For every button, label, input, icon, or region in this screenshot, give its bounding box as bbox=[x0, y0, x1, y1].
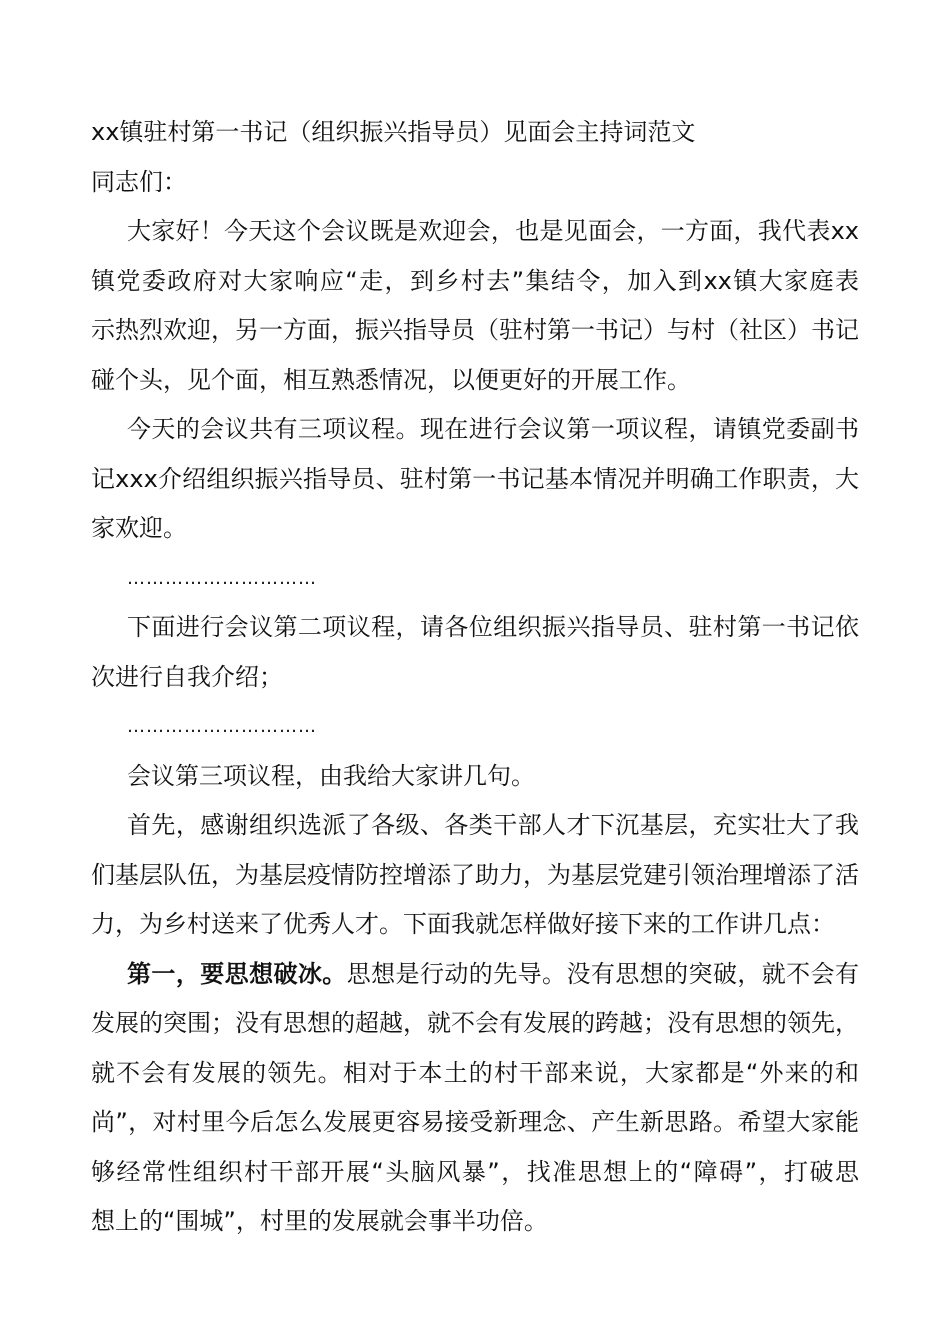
paragraph-line bbox=[91, 950, 859, 1000]
paragraph-thanks bbox=[91, 801, 859, 950]
paragraph-line: 示热烈欢迎，另一方面，振兴指导员（驻村第一书记）与村（社区）书记 bbox=[91, 316, 859, 344]
paragraph-line: 们基层队伍，为基层疫情防控增添了助力，为基层党建引领治理增添了活 bbox=[91, 860, 859, 889]
ellipsis-separator: ………………………… bbox=[127, 567, 317, 589]
paragraph-line: 镇党委政府对大家响应“走，到乡村去”集结令，加入到xx镇大家庭表 bbox=[91, 266, 859, 295]
paragraph-line: 想上的“围城”，村里的发展就会事半功倍。 bbox=[91, 1207, 548, 1235]
paragraph-agenda-one bbox=[91, 405, 859, 554]
paragraph-point-one bbox=[91, 950, 859, 1247]
paragraph-line: 就不会有发展的领先。相对于本土的村干部来说，大家都是“外来的和 bbox=[91, 1058, 859, 1087]
paragraph-line: 首先，感谢组织选派了各级、各类干部人才下沉基层，充实壮大了我 bbox=[127, 811, 859, 839]
paragraph-line: 今天的会议共有三项议程。现在进行会议第一项议程，请镇党委副书 bbox=[127, 415, 859, 443]
paragraph-line: 大家好！今天这个会议既是欢迎会，也是见面会，一方面，我代表xx bbox=[127, 217, 859, 245]
paragraph-line: 次进行自我介绍； bbox=[91, 662, 283, 691]
paragraph-line: 尚”，对村里今后怎么发展更容易接受新理念、产生新思路。希望大家能 bbox=[91, 1108, 859, 1136]
salutation: 同志们： bbox=[91, 167, 187, 196]
document-title: xx镇驻村第一书记（组织振兴指导员）见面会主持词范文 bbox=[91, 118, 696, 146]
ellipsis-separator: ………………………… bbox=[127, 716, 317, 737]
document-page bbox=[91, 108, 859, 1247]
paragraph-welcome bbox=[91, 207, 859, 405]
paragraph-line: 发展的突围；没有思想的超越，就不会有发展的跨越；没有思想的领先， bbox=[91, 1009, 859, 1037]
paragraph-line: 碰个头，见个面，相互熟悉情况，以便更好的开展工作。 bbox=[91, 365, 691, 394]
paragraph-line: 力，为乡村送来了优秀人才。下面我就怎样做好接下来的工作讲几点： bbox=[91, 910, 835, 938]
paragraph-line: 下面进行会议第二项议程，请各位组织振兴指导员、驻村第一书记依 bbox=[127, 613, 859, 641]
paragraph-line: 家欢迎。 bbox=[91, 514, 187, 542]
point-heading: 第一，要思想破冰。 bbox=[127, 959, 347, 988]
point-text: 思想是行动的先导。没有思想的突破，就不会有 bbox=[346, 959, 860, 988]
paragraph-line: 记xxx介绍组织振兴指导员、驻村第一书记基本情况并明确工作职责，大 bbox=[91, 464, 859, 493]
paragraph-line: 够经常性组织村干部开展“头脑风暴”，找准思想上的“障碍”，打破思 bbox=[91, 1157, 859, 1186]
paragraph-agenda-three: 会议第三项议程，由我给大家讲几句。 bbox=[127, 761, 535, 790]
paragraph-agenda-two bbox=[91, 603, 859, 702]
